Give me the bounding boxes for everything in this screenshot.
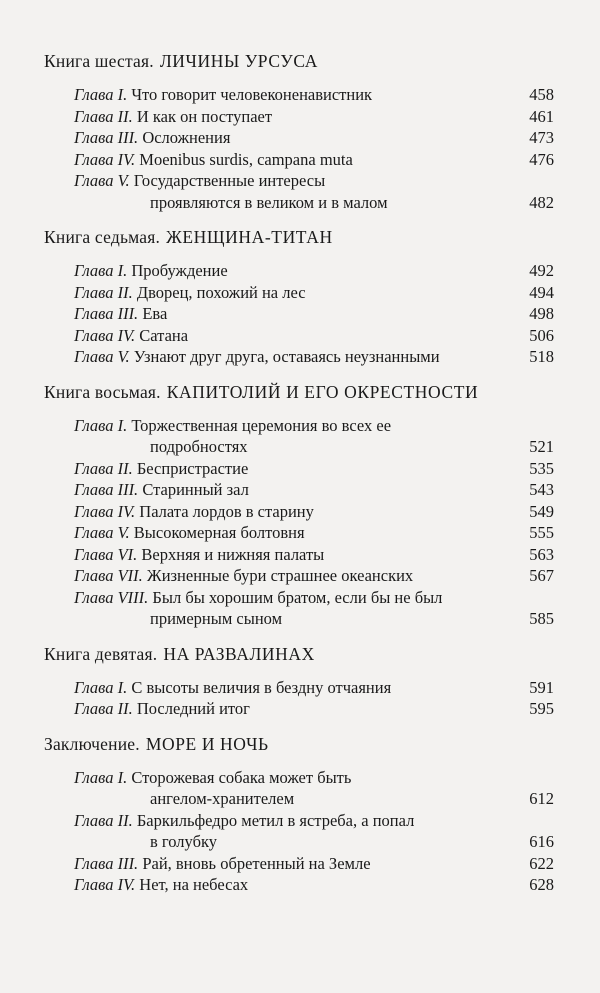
- chapter-title: Беспристрастие: [136, 458, 249, 478]
- book-section: [44, 643, 554, 720]
- chapter-line: [74, 282, 554, 304]
- chapter-entry: [44, 346, 554, 368]
- chapter-entry: [44, 810, 554, 853]
- chapter-text: [74, 587, 554, 609]
- chapter-line: [74, 346, 554, 368]
- book-label: Заключение.: [44, 733, 140, 754]
- chapter-page: 461: [529, 106, 554, 126]
- chapter-entry: [44, 260, 554, 282]
- chapter-title: Дворец, похожий на лес: [136, 282, 306, 302]
- chapter-title: Moenibus surdis, campana muta: [139, 149, 353, 169]
- chapter-text: [74, 282, 520, 304]
- book-title: КАПИТОЛИЙ И ЕГО ОКРЕСТНОСТИ: [166, 381, 479, 402]
- chapter-line: [74, 810, 554, 832]
- chapter-text: [74, 458, 520, 480]
- chapter-number: Глава I.: [74, 767, 128, 787]
- chapter-title: Нет, на небесах: [139, 875, 249, 894]
- chapter-number: Глава IV.: [74, 325, 136, 345]
- chapter-title-continued: ангелом-хранителем: [150, 789, 295, 808]
- chapter-title: Торжественная церемония во всех ее: [131, 415, 392, 435]
- chapter-title: И как он поступает: [136, 106, 273, 126]
- chapter-text: [74, 874, 520, 896]
- chapter-line: [74, 303, 554, 325]
- chapter-line-continued: [74, 831, 554, 853]
- chapter-title: Жизненные бури страшнее океанских: [146, 566, 414, 585]
- chapter-text: [74, 260, 520, 282]
- chapter-title: Последний итог: [136, 699, 250, 718]
- chapter-title: Осложнения: [142, 128, 231, 147]
- chapter-entry: [44, 479, 554, 501]
- chapter-page: 628: [529, 875, 554, 894]
- chapter-title: Верхняя и нижняя палаты: [141, 544, 325, 564]
- book-heading: [44, 643, 554, 665]
- chapter-entry: [44, 170, 554, 213]
- chapter-line: [74, 853, 554, 875]
- chapter-page: 585: [529, 609, 554, 628]
- chapter-number: Глава IV.: [74, 501, 136, 521]
- book-label: Книга шестая.: [44, 51, 154, 71]
- chapter-page: 622: [529, 853, 554, 873]
- chapter-number: Глава VII.: [74, 566, 143, 585]
- chapter-number: Глава III.: [74, 128, 139, 147]
- chapter-number: Глава II.: [74, 106, 133, 126]
- chapter-number: Глава I.: [74, 677, 128, 697]
- chapter-text: [74, 501, 520, 523]
- chapter-number: Глава I.: [74, 261, 128, 280]
- book-section: [44, 381, 554, 630]
- chapter-line: [74, 325, 554, 347]
- chapter-page: 492: [529, 261, 554, 280]
- chapter-title: Ева: [142, 304, 168, 323]
- chapter-title: Сатана: [139, 325, 189, 345]
- chapter-text: [74, 544, 520, 566]
- chapter-title: Узнают друг друга, оставаясь неузнанными: [133, 347, 440, 366]
- book-title: ЖЕНЩИНА-ТИТАН: [166, 227, 333, 247]
- chapter-line: [74, 767, 554, 789]
- chapter-entry: [44, 501, 554, 523]
- chapter-text: [74, 479, 520, 501]
- chapter-text: [74, 106, 520, 128]
- chapter-page: 555: [529, 523, 554, 542]
- chapter-number: Глава III.: [74, 853, 139, 873]
- chapter-number: Глава V.: [74, 171, 130, 190]
- chapter-text: [74, 767, 554, 789]
- chapter-page: 521: [529, 437, 554, 456]
- chapter-entry: [44, 522, 554, 544]
- chapter-line: [74, 127, 554, 149]
- book-title: НА РАЗВАЛИНАХ: [163, 643, 315, 664]
- chapter-number: Глава II.: [74, 282, 133, 302]
- chapter-entry: [44, 303, 554, 325]
- chapter-text: [74, 677, 520, 699]
- chapter-text: [74, 170, 554, 192]
- chapter-line-continued: [74, 192, 554, 214]
- chapter-page: 563: [529, 544, 554, 564]
- chapter-line: [74, 106, 554, 128]
- book-heading: [44, 733, 554, 755]
- book-section: [44, 50, 554, 213]
- chapter-line: [74, 415, 554, 437]
- book-section: [44, 733, 554, 896]
- chapter-entry: [44, 84, 554, 106]
- chapter-entry: [44, 127, 554, 149]
- chapter-entry: [44, 853, 554, 875]
- chapter-title: С высоты величия в бездну отчаяния: [131, 677, 392, 697]
- chapter-number: Глава II.: [74, 810, 133, 830]
- chapter-title-continued: проявляются в великом и в малом: [150, 192, 388, 212]
- chapter-title: Высокомерная болтовня: [133, 523, 305, 542]
- chapter-number: Глава II.: [74, 458, 133, 478]
- chapter-line: [74, 677, 554, 699]
- chapter-text: [74, 565, 520, 587]
- chapter-number: Глава IV.: [74, 149, 136, 169]
- chapter-title: Баркильфедро метил в ястреба, а попал: [136, 810, 415, 830]
- chapter-page: 476: [529, 149, 554, 169]
- chapter-title: Старинный зал: [142, 480, 249, 499]
- chapter-title-continued: примерным сыном: [150, 609, 283, 628]
- chapter-number: Глава II.: [74, 699, 133, 718]
- chapter-number: Глава III.: [74, 480, 139, 499]
- chapter-line: [74, 170, 554, 192]
- chapter-line: [74, 874, 554, 896]
- book-section: [44, 226, 554, 368]
- chapter-page: 482: [529, 192, 554, 212]
- chapter-text: [74, 127, 520, 149]
- chapter-line: [74, 458, 554, 480]
- chapter-line-continued: [74, 608, 554, 630]
- book-heading: [44, 50, 554, 72]
- chapter-page: 458: [529, 85, 554, 104]
- chapter-title: Палата лордов в старину: [139, 501, 314, 521]
- chapter-page: 518: [529, 347, 554, 366]
- chapter-title: Что говорит человеконенавистник: [131, 85, 373, 104]
- chapter-line: [74, 698, 554, 720]
- chapter-page: 591: [529, 677, 554, 697]
- chapter-number: Глава I.: [74, 415, 128, 435]
- book-title: МОРЕ И НОЧЬ: [145, 733, 269, 754]
- chapter-line: [74, 587, 554, 609]
- chapter-page: 612: [529, 789, 554, 808]
- chapter-entry: [44, 149, 554, 171]
- chapter-text: [74, 346, 520, 368]
- chapter-text: [74, 325, 520, 347]
- book-label: Книга восьмая.: [44, 381, 161, 402]
- chapter-number: Глава III.: [74, 304, 139, 323]
- chapter-entry: [44, 874, 554, 896]
- chapter-page: 473: [529, 128, 554, 147]
- chapter-page: 567: [529, 566, 554, 585]
- chapter-line: [74, 479, 554, 501]
- chapter-number: Глава V.: [74, 347, 130, 366]
- chapter-entry: [44, 587, 554, 630]
- chapter-title: Пробуждение: [131, 261, 228, 280]
- chapter-line: [74, 260, 554, 282]
- chapter-line: [74, 501, 554, 523]
- chapter-title: Сторожевая собака может быть: [131, 767, 352, 787]
- table-of-contents: [44, 50, 554, 909]
- chapter-text: [74, 810, 554, 832]
- chapter-text: [74, 522, 520, 544]
- chapter-entry: [44, 458, 554, 480]
- chapter-entry: [44, 677, 554, 699]
- chapter-line: [74, 565, 554, 587]
- chapter-number: Глава VIII.: [74, 587, 149, 607]
- chapter-page: 595: [529, 699, 554, 718]
- book-label: Книга девятая.: [44, 643, 158, 664]
- chapter-number: Глава IV.: [74, 875, 136, 894]
- chapter-text: [74, 853, 520, 875]
- chapter-number: Глава I.: [74, 85, 128, 104]
- book-heading: [44, 381, 554, 403]
- chapter-entry: [44, 767, 554, 810]
- chapter-page: 549: [529, 501, 554, 521]
- chapter-text: [74, 149, 520, 171]
- chapter-entry: [44, 106, 554, 128]
- book-heading: [44, 226, 554, 248]
- chapter-text: [74, 415, 554, 437]
- chapter-number: Глава VI.: [74, 544, 138, 564]
- chapter-number: Глава V.: [74, 523, 130, 542]
- chapter-entry: [44, 565, 554, 587]
- chapter-page: 543: [529, 480, 554, 499]
- chapter-line-continued: [74, 436, 554, 458]
- chapter-line: [74, 522, 554, 544]
- chapter-title-continued: подробностях: [150, 437, 248, 456]
- chapter-page: 494: [529, 282, 554, 302]
- chapter-entry: [44, 544, 554, 566]
- chapter-text: [74, 698, 520, 720]
- chapter-line: [74, 544, 554, 566]
- chapter-title: Был бы хорошим братом, если бы не был: [152, 587, 443, 607]
- chapter-title: Государственные интересы: [133, 171, 326, 190]
- chapter-page: 616: [529, 832, 554, 851]
- chapter-line: [74, 149, 554, 171]
- chapter-page: 506: [529, 325, 554, 345]
- chapter-entry: [44, 325, 554, 347]
- chapter-text: [74, 303, 520, 325]
- chapter-title: Рай, вновь обретенный на Земле: [142, 853, 371, 873]
- chapter-line: [74, 84, 554, 106]
- book-label: Книга седьмая.: [44, 227, 161, 247]
- chapter-page: 498: [529, 304, 554, 323]
- chapter-line-continued: [74, 788, 554, 810]
- chapter-title-continued: в голубку: [150, 832, 217, 851]
- chapter-text: [74, 84, 520, 106]
- book-title: ЛИЧИНЫ УРСУСА: [159, 51, 319, 71]
- chapter-entry: [44, 282, 554, 304]
- chapter-page: 535: [529, 458, 554, 478]
- chapter-entry: [44, 415, 554, 458]
- chapter-entry: [44, 698, 554, 720]
